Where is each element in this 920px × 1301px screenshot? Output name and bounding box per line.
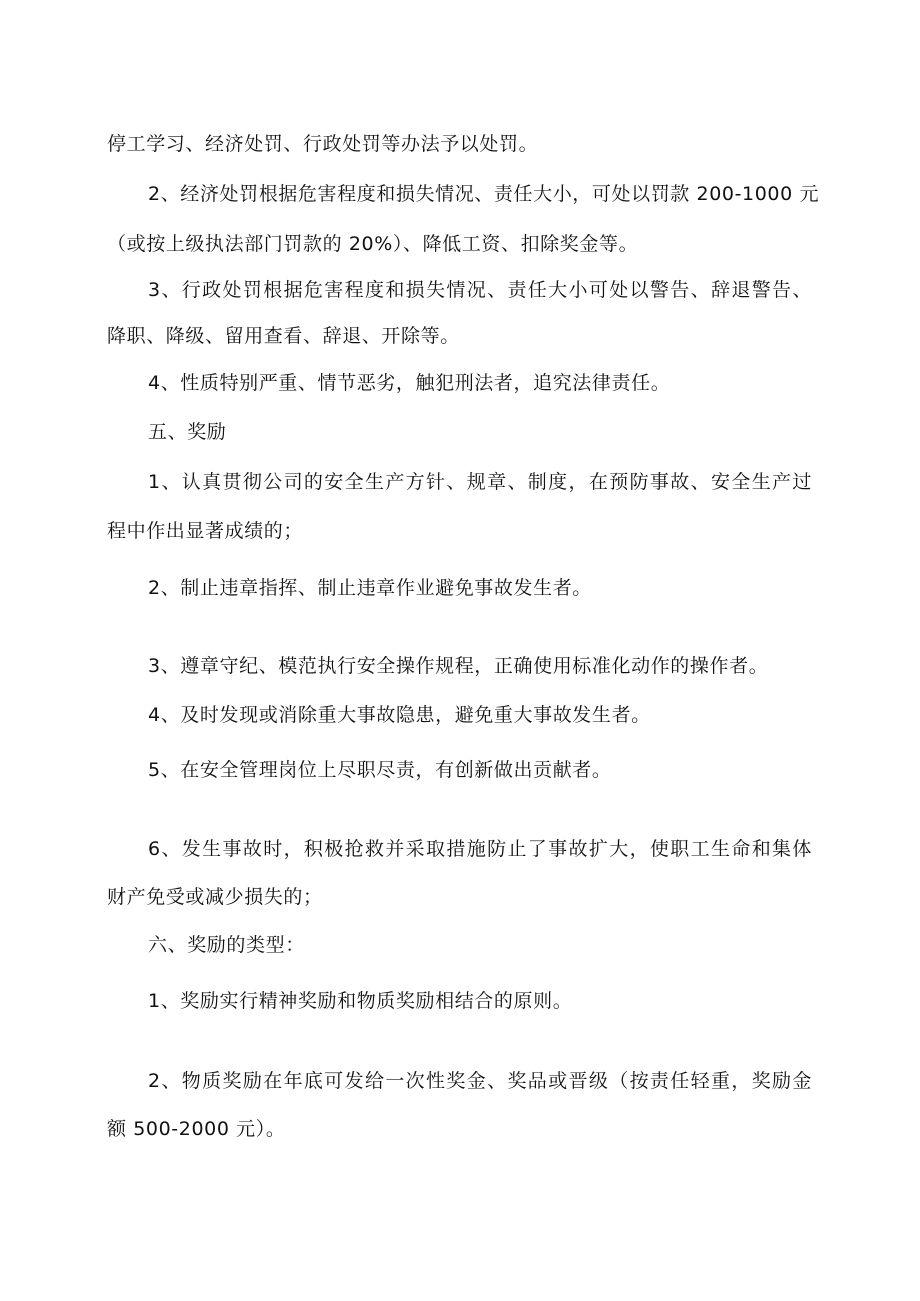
paragraph-line: 1、奖励实行精神奖励和物质奖励相结合的原则。 (148, 990, 573, 1012)
paragraph-line: 程中作出显著成绩的； (107, 520, 304, 542)
section-heading: 六、奖励的类型： (148, 934, 305, 956)
paragraph-line: 4、性质特别严重、情节恶劣，触犯刑法者，追究法律责任。 (148, 372, 671, 394)
paragraph-line: 6、发生事故时，积极抢救并采取措施防止了事故扩大，使职工生命和集体 (148, 838, 812, 860)
paragraph-line: 1、认真贯彻公司的安全生产方针、规章、制度，在预防事故、安全生产过 (148, 471, 812, 493)
paragraph-line: （或按上级执法部门罚款的 20%）、降低工资、扣除奖金等。 (107, 233, 639, 255)
section-heading: 五、奖励 (148, 421, 227, 443)
paragraph-line: 额 500-2000 元）。 (107, 1118, 286, 1140)
paragraph-line: 3、行政处罚根据危害程度和损失情况、责任大小可处以警告、辞退警告、 (148, 279, 812, 301)
paragraph-line: 4、及时发现或消除重大事故隐患，避免重大事故发生者。 (148, 704, 651, 726)
paragraph-line: 停工学习、经济处罚、行政处罚等办法予以处罚。 (107, 133, 539, 155)
paragraph-line: 5、在安全管理岗位上尽职尽责，有创新做出贡献者。 (148, 759, 612, 781)
paragraph-line: 2、经济处罚根据危害程度和损失情况、责任大小，可处以罚款 200-1000 元 (148, 183, 820, 205)
paragraph-line: 降职、降级、留用查看、辞退、开除等。 (107, 325, 460, 347)
paragraph-line: 2、制止违章指挥、制止违章作业避免事故发生者。 (148, 577, 592, 599)
paragraph-line: 3、遵章守纪、模范执行安全操作规程，正确使用标准化动作的操作者。 (148, 655, 769, 677)
paragraph-line: 财产免受或减少损失的； (107, 886, 323, 908)
paragraph-line: 2、物质奖励在年底可发给一次性奖金、奖品或晋级（按责任轻重，奖励金 (148, 1070, 812, 1092)
